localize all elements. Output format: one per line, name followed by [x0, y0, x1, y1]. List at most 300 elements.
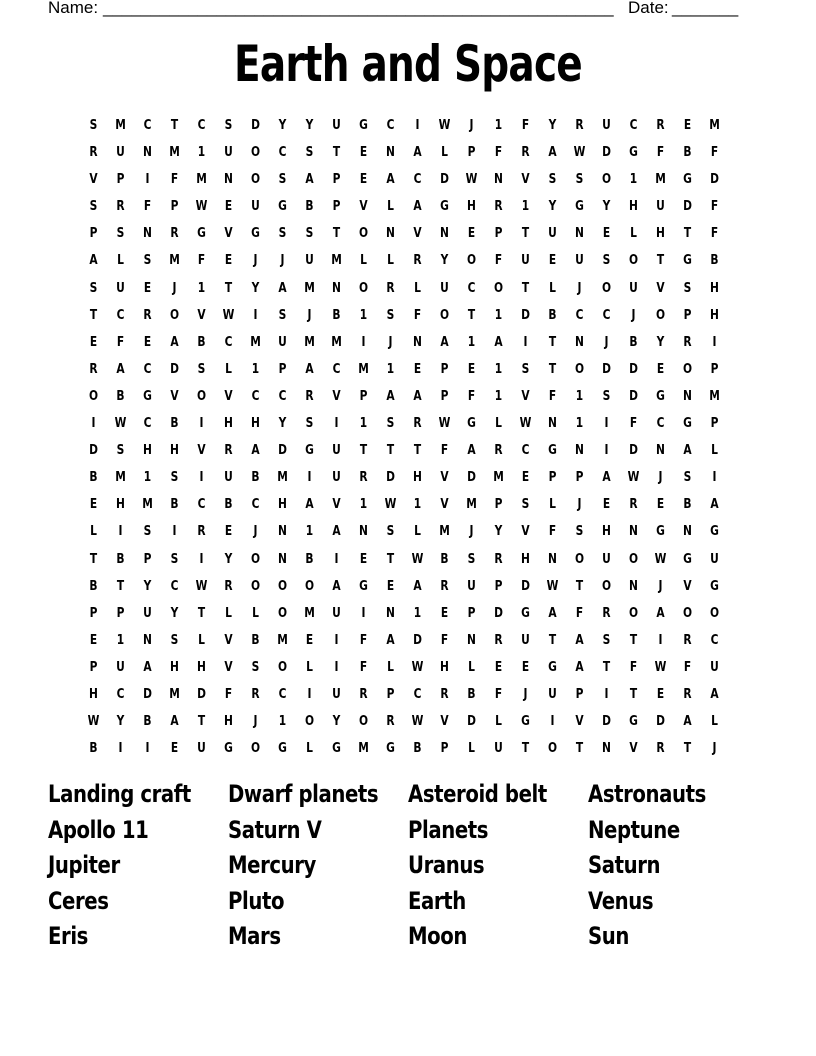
grid-cell: G: [359, 118, 368, 133]
grid-cell: A: [116, 361, 125, 377]
grid-cell: H: [440, 659, 449, 675]
grid-cell: N: [386, 605, 395, 621]
grid-cell: R: [143, 307, 152, 323]
grid-cell: P: [359, 388, 368, 404]
grid-cell: H: [710, 280, 719, 296]
grid-cell: M: [655, 172, 666, 188]
grid-cell: E: [359, 551, 368, 567]
grid-cell: C: [710, 632, 719, 648]
grid-cell: L: [414, 280, 421, 296]
grid-cell: R: [251, 686, 260, 702]
grid-cell: E: [656, 497, 665, 513]
grid-cell: I: [361, 605, 366, 621]
grid-cell: Y: [251, 280, 260, 296]
grid-cell: C: [116, 686, 125, 702]
grid-cell: U: [278, 334, 287, 350]
grid-cell: H: [656, 226, 665, 242]
grid-cell: 1: [197, 280, 206, 296]
grid-cell: P: [170, 199, 179, 215]
grid-cell: S: [305, 416, 314, 432]
page-title: Earth and Space: [234, 35, 582, 93]
grid-cell: E: [521, 470, 530, 486]
grid-cell: 1: [413, 497, 422, 513]
grid-cell: O: [88, 388, 99, 404]
grid-cell: P: [332, 199, 341, 215]
grid-cell: E: [305, 632, 314, 648]
grid-cell: Y: [170, 605, 179, 621]
grid-cell: D: [602, 145, 611, 161]
grid-cell: Y: [602, 199, 611, 215]
grid-cell: S: [116, 443, 125, 459]
grid-cell: Y: [224, 551, 233, 567]
grid-cell: N: [332, 280, 341, 296]
grid-cell: G: [683, 416, 692, 432]
grid-cell: T: [224, 280, 233, 296]
grid-cell: U: [602, 118, 611, 133]
grid-cell: V: [440, 714, 449, 730]
grid-cell: P: [710, 361, 719, 377]
grid-cell: Y: [332, 714, 341, 730]
grid-cell: A: [143, 659, 152, 675]
grid-cell: L: [225, 605, 232, 621]
grid-cell: O: [304, 714, 315, 730]
grid-cell: Y: [305, 118, 314, 133]
grid-cell: S: [386, 416, 395, 432]
grid-cell: C: [251, 388, 260, 404]
grid-cell: R: [170, 226, 179, 242]
grid-cell: F: [359, 659, 368, 675]
grid-cell: U: [575, 253, 584, 269]
grid-cell: 1: [359, 307, 368, 323]
name-field[interactable]: ______________________________________________________: [103, 0, 614, 17]
grid-cell: A: [170, 334, 179, 350]
grid-cell: E: [386, 578, 395, 594]
grid-cell: I: [199, 470, 204, 486]
grid-cell: U: [305, 253, 314, 269]
grid-cell: G: [683, 253, 692, 269]
grid-cell: H: [602, 524, 611, 540]
grid-cell: L: [117, 253, 124, 269]
grid-cell: H: [467, 199, 476, 215]
grid-cell: B: [197, 334, 206, 350]
grid-cell: E: [548, 253, 557, 269]
grid-cell: O: [250, 145, 261, 161]
word-list-item: Planets: [408, 815, 489, 844]
grid-cell: F: [548, 388, 557, 404]
grid-cell: T: [116, 578, 125, 594]
grid-cell: S: [602, 632, 611, 648]
grid-cell: L: [495, 416, 502, 432]
grid-cell: C: [170, 578, 179, 594]
grid-cell: D: [521, 578, 530, 594]
grid-cell: C: [197, 497, 206, 513]
word-list-item: Mercury: [228, 851, 316, 880]
grid-cell: E: [359, 172, 368, 188]
grid-cell: S: [89, 118, 98, 133]
grid-cell: T: [170, 118, 179, 133]
grid-cell: N: [386, 145, 395, 161]
grid-cell: U: [332, 686, 341, 702]
grid-cell: I: [604, 416, 609, 432]
word-list-item: Moon: [408, 922, 468, 951]
grid-cell: N: [656, 443, 665, 459]
grid-cell: M: [304, 280, 315, 296]
grid-cell: N: [467, 632, 476, 648]
grid-cell: E: [224, 199, 233, 215]
grid-cell: A: [467, 443, 476, 459]
grid-cell: B: [143, 714, 152, 730]
grid-cell: U: [521, 632, 530, 648]
grid-cell: S: [251, 659, 260, 675]
grid-cell: F: [359, 632, 368, 648]
date-field[interactable]: _______: [672, 0, 739, 17]
grid-cell: 1: [413, 605, 422, 621]
grid-cell: E: [224, 253, 233, 269]
grid-cell: V: [683, 578, 692, 594]
grid-cell: P: [494, 497, 503, 513]
grid-cell: Y: [440, 253, 449, 269]
grid-cell: U: [548, 226, 557, 242]
grid-cell: B: [224, 497, 233, 513]
grid-cell: G: [710, 578, 719, 594]
grid-cell: H: [413, 470, 422, 486]
word-list-item: Eris: [48, 922, 88, 951]
grid-cell: U: [332, 443, 341, 459]
grid-cell: I: [91, 416, 96, 432]
grid-cell: H: [170, 443, 179, 459]
grid-cell: M: [304, 605, 315, 621]
grid-cell: N: [386, 226, 395, 242]
grid-cell: P: [494, 578, 503, 594]
grid-cell: O: [574, 361, 585, 377]
grid-cell: I: [604, 686, 609, 702]
grid-cell: U: [251, 199, 260, 215]
grid-cell: H: [170, 659, 179, 675]
grid-cell: D: [656, 714, 665, 730]
word-list: [48, 776, 768, 954]
grid-cell: T: [386, 443, 395, 459]
grid-cell: L: [549, 280, 556, 296]
grid-cell: O: [601, 280, 612, 296]
grid-cell: L: [414, 524, 421, 540]
grid-cell: P: [89, 226, 98, 242]
grid-cell: A: [305, 361, 314, 377]
grid-cell: V: [224, 388, 233, 404]
grid-cell: B: [440, 551, 449, 567]
grid-cell: S: [89, 280, 98, 296]
grid-cell: F: [629, 659, 638, 675]
grid-cell: S: [386, 307, 395, 323]
grid-cell: C: [521, 443, 530, 459]
grid-cell: D: [602, 714, 611, 730]
grid-cell: T: [548, 361, 557, 377]
grid-cell: F: [710, 145, 719, 161]
grid-cell: I: [334, 416, 339, 432]
grid-cell: M: [493, 470, 504, 486]
grid-cell: 1: [494, 307, 503, 323]
grid-cell: J: [172, 280, 177, 296]
grid-cell: U: [710, 659, 719, 675]
grid-cell: J: [469, 118, 474, 133]
grid-cell: G: [143, 388, 152, 404]
grid-cell: T: [359, 443, 368, 459]
grid-cell: G: [359, 578, 368, 594]
grid-cell: G: [575, 199, 584, 215]
grid-cell: U: [116, 280, 125, 296]
grid-cell: O: [466, 253, 477, 269]
grid-cell: V: [440, 470, 449, 486]
grid-cell: A: [386, 172, 395, 188]
grid-cell: B: [683, 497, 692, 513]
grid-cell: W: [411, 551, 424, 567]
grid-cell: I: [334, 659, 339, 675]
grid-cell: F: [575, 605, 584, 621]
grid-cell: L: [441, 145, 448, 161]
grid-cell: B: [116, 551, 125, 567]
grid-cell: B: [629, 334, 638, 350]
grid-cell: T: [683, 741, 692, 757]
word-list-item: Asteroid belt: [408, 780, 547, 808]
grid-cell: L: [711, 443, 718, 459]
grid-cell: Y: [278, 416, 287, 432]
grid-cell: U: [197, 741, 206, 757]
grid-cell: J: [307, 307, 312, 323]
grid-cell: C: [278, 145, 287, 161]
grid-cell: M: [331, 334, 342, 350]
grid-cell: B: [683, 145, 692, 161]
grid-cell: A: [548, 605, 557, 621]
grid-cell: S: [548, 172, 557, 188]
grid-cell: U: [656, 199, 665, 215]
grid-cell: H: [89, 686, 98, 702]
grid-cell: W: [222, 307, 235, 323]
grid-cell: B: [89, 741, 98, 757]
grid-cell: O: [655, 307, 666, 323]
grid-cell: N: [143, 226, 152, 242]
grid-cell: 1: [467, 334, 476, 350]
grid-cell: P: [89, 605, 98, 621]
grid-cell: D: [251, 118, 260, 133]
grid-cell: E: [656, 361, 665, 377]
grid-cell: G: [278, 199, 287, 215]
grid-cell: I: [307, 686, 312, 702]
grid-cell: O: [601, 578, 612, 594]
grid-cell: O: [358, 280, 369, 296]
grid-cell: R: [359, 686, 368, 702]
grid-cell: F: [656, 145, 665, 161]
grid-cell: H: [143, 443, 152, 459]
grid-cell: C: [278, 686, 287, 702]
grid-cell: J: [577, 497, 582, 513]
date-label: Date:: [628, 0, 669, 17]
grid-cell: A: [602, 470, 611, 486]
grid-cell: L: [630, 226, 637, 242]
grid-cell: T: [89, 551, 98, 567]
grid-cell: 1: [575, 388, 584, 404]
grid-cell: G: [467, 416, 476, 432]
grid-cell: 1: [143, 470, 152, 486]
grid-cell: D: [629, 388, 638, 404]
grid-cell: S: [575, 172, 584, 188]
grid-cell: D: [629, 443, 638, 459]
grid-cell: G: [710, 524, 719, 540]
grid-cell: T: [575, 741, 584, 757]
grid-cell: T: [683, 226, 692, 242]
word-list-item: Uranus: [408, 851, 485, 880]
grid-cell: M: [115, 118, 126, 133]
grid-cell: I: [307, 470, 312, 486]
grid-cell: A: [413, 199, 422, 215]
grid-cell: M: [250, 334, 261, 350]
grid-cell: G: [656, 524, 665, 540]
grid-cell: W: [195, 199, 208, 215]
grid-cell: R: [494, 632, 503, 648]
grid-cell: Y: [548, 118, 557, 133]
grid-cell: I: [523, 334, 528, 350]
word-list-item: Earth: [408, 886, 466, 915]
grid-cell: Y: [143, 578, 152, 594]
grid-cell: M: [439, 524, 450, 540]
grid-cell: T: [629, 686, 638, 702]
grid-cell: F: [116, 334, 125, 350]
grid-cell: G: [332, 741, 341, 757]
name-label: Name:: [48, 0, 99, 17]
grid-cell: U: [332, 605, 341, 621]
grid-cell: J: [253, 714, 258, 730]
grid-cell: L: [468, 741, 475, 757]
grid-cell: E: [467, 226, 476, 242]
grid-cell: W: [384, 497, 397, 513]
grid-cell: P: [710, 416, 719, 432]
grid-cell: R: [305, 388, 314, 404]
grid-cell: E: [440, 605, 449, 621]
grid-cell: N: [602, 741, 611, 757]
grid-cell: L: [198, 632, 205, 648]
grid-cell: B: [89, 470, 98, 486]
grid-cell: O: [304, 578, 315, 594]
word-list-item: Apollo 11: [48, 815, 149, 844]
grid-cell: 1: [575, 416, 584, 432]
grid-cell: V: [197, 307, 206, 323]
grid-cell: S: [278, 307, 287, 323]
grid-cell: S: [602, 253, 611, 269]
grid-cell: O: [250, 551, 261, 567]
grid-cell: O: [628, 253, 639, 269]
grid-cell: M: [277, 632, 288, 648]
grid-cell: F: [170, 172, 179, 188]
grid-cell: V: [413, 226, 422, 242]
grid-cell: I: [172, 524, 177, 540]
grid-cell: D: [386, 470, 395, 486]
grid-cell: B: [251, 470, 260, 486]
grid-cell: C: [143, 361, 152, 377]
grid-cell: V: [440, 497, 449, 513]
grid-cell: T: [602, 659, 611, 675]
grid-cell: G: [683, 172, 692, 188]
grid-cell: T: [332, 226, 341, 242]
grid-cell: T: [521, 280, 530, 296]
grid-cell: L: [711, 714, 718, 730]
grid-cell: D: [521, 307, 530, 323]
grid-cell: F: [440, 632, 449, 648]
grid-cell: 1: [359, 497, 368, 513]
grid-cell: A: [386, 388, 395, 404]
grid-cell: L: [468, 659, 475, 675]
grid-cell: M: [304, 334, 315, 350]
grid-cell: M: [169, 686, 180, 702]
grid-cell: S: [305, 145, 314, 161]
grid-cell: C: [278, 388, 287, 404]
grid-cell: I: [604, 443, 609, 459]
grid-cell: G: [440, 199, 449, 215]
grid-cell: U: [521, 253, 530, 269]
word-list-item: Saturn V: [228, 815, 322, 844]
grid-cell: F: [494, 686, 503, 702]
grid-cell: H: [224, 416, 233, 432]
grid-cell: F: [548, 524, 557, 540]
grid-cell: L: [549, 497, 556, 513]
grid-cell: B: [89, 578, 98, 594]
grid-cell: H: [197, 659, 206, 675]
grid-cell: J: [658, 470, 663, 486]
grid-cell: A: [386, 632, 395, 648]
grid-cell: L: [360, 253, 367, 269]
grid-cell: T: [575, 578, 584, 594]
grid-cell: N: [683, 388, 692, 404]
grid-cell: H: [224, 714, 233, 730]
grid-cell: O: [682, 361, 693, 377]
grid-cell: S: [683, 280, 692, 296]
grid-cell: C: [197, 118, 206, 133]
grid-cell: C: [143, 118, 152, 133]
grid-cell: F: [440, 443, 449, 459]
grid-cell: O: [628, 551, 639, 567]
grid-cell: W: [411, 714, 424, 730]
grid-cell: V: [89, 172, 98, 188]
grid-cell: J: [604, 334, 609, 350]
grid-cell: S: [521, 497, 530, 513]
grid-cell: A: [305, 172, 314, 188]
grid-cell: 1: [629, 172, 638, 188]
grid-cell: M: [358, 741, 369, 757]
grid-cell: N: [494, 172, 503, 188]
grid-cell: Y: [494, 524, 503, 540]
grid-cell: B: [548, 307, 557, 323]
grid-cell: L: [225, 361, 232, 377]
grid-cell: F: [413, 307, 422, 323]
grid-cell: B: [710, 253, 719, 269]
grid-cell: D: [602, 361, 611, 377]
grid-cell: D: [413, 632, 422, 648]
grid-cell: O: [277, 659, 288, 675]
grid-cell: R: [413, 416, 422, 432]
grid-cell: D: [467, 714, 476, 730]
grid-cell: A: [440, 334, 449, 350]
grid-cell: G: [278, 741, 287, 757]
grid-cell: O: [574, 551, 585, 567]
grid-cell: 1: [494, 388, 503, 404]
grid-cell: V: [332, 388, 341, 404]
grid-cell: A: [413, 388, 422, 404]
grid-cell: L: [387, 253, 394, 269]
grid-cell: W: [573, 145, 586, 161]
grid-cell: A: [656, 605, 665, 621]
grid-cell: R: [89, 145, 98, 161]
grid-cell: 1: [278, 714, 287, 730]
grid-cell: S: [278, 172, 287, 188]
grid-cell: D: [197, 686, 206, 702]
grid-cell: U: [440, 280, 449, 296]
